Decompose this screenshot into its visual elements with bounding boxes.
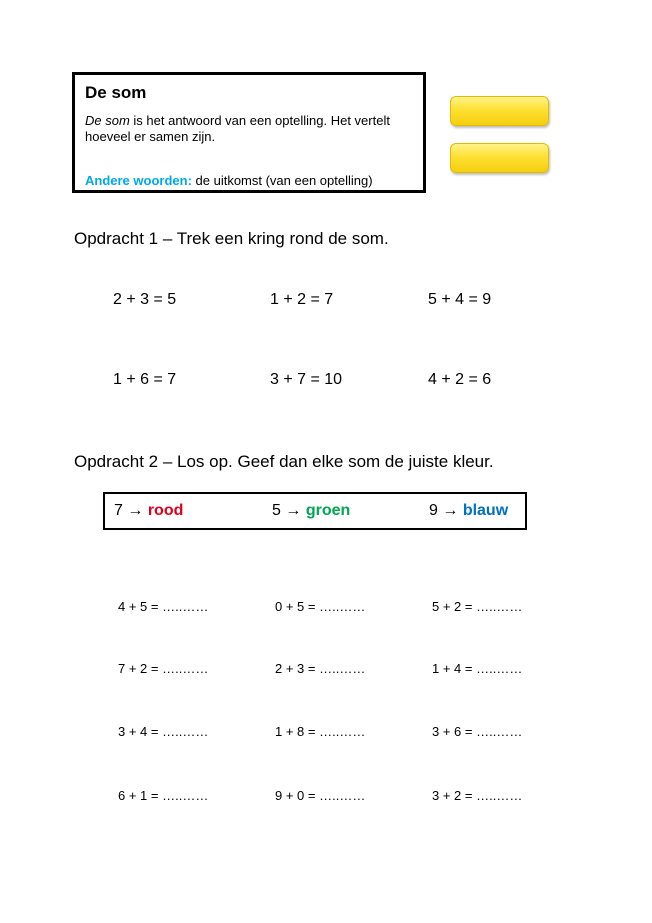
legend-item-blue — [429, 502, 508, 520]
legend-number: 9 — [429, 502, 438, 519]
definition-body: is het antwoord van een optelling. Het vertelt hoeveel er samen zijn. — [85, 113, 390, 144]
definition-term: De som — [85, 113, 130, 128]
task1-heading: Opdracht 1 – Trek een kring rond de som. — [74, 229, 389, 248]
task1-equation[interactable]: 5 + 4 = 9 — [428, 291, 492, 308]
legend-number: 5 — [272, 502, 281, 519]
arrow-icon: → — [285, 502, 302, 519]
task2-exercise[interactable]: 3 + 2 = …..…… — [432, 788, 523, 803]
other-words — [85, 173, 373, 188]
legend-color-word: groen — [305, 502, 351, 519]
task1-equation[interactable]: 1 + 2 = 7 — [270, 291, 334, 308]
definition-title: De som — [85, 83, 147, 102]
task2-exercise[interactable]: 1 + 8 = …..…… — [275, 724, 366, 739]
legend-color-word: rood — [147, 502, 184, 519]
task2-heading: Opdracht 2 – Los op. Geef dan elke som de juiste kleur. — [74, 452, 494, 471]
task2-exercise[interactable]: 9 + 0 = …..…… — [275, 788, 366, 803]
task2-exercise[interactable]: 7 + 2 = …..…… — [118, 661, 209, 676]
task2-exercise[interactable]: 6 + 1 = …..…… — [118, 788, 209, 803]
yellow-bar-bottom — [450, 143, 549, 173]
task1-equation[interactable]: 4 + 2 = 6 — [428, 371, 492, 388]
legend-number: 7 — [114, 502, 123, 519]
task2-exercise[interactable]: 3 + 4 = …..…… — [118, 724, 209, 739]
definition-box — [72, 72, 426, 193]
task2-exercise[interactable]: 0 + 5 = …..…… — [275, 599, 366, 614]
other-words-label: Andere woorden: — [85, 173, 192, 188]
legend-item-red — [114, 502, 183, 520]
color-legend — [103, 492, 527, 530]
task2-exercise[interactable]: 3 + 6 = …..…… — [432, 724, 523, 739]
task1-equation[interactable]: 3 + 7 = 10 — [270, 371, 343, 388]
task2-exercise[interactable]: 1 + 4 = …..…… — [432, 661, 523, 676]
arrow-icon: → — [442, 502, 459, 519]
task2-exercise[interactable]: 4 + 5 = …..…… — [118, 599, 209, 614]
task1-equation[interactable]: 2 + 3 = 5 — [113, 291, 177, 308]
task2-exercise[interactable]: 5 + 2 = …..…… — [432, 599, 523, 614]
other-words-value: de uitkomst (van een optelling) — [191, 173, 373, 188]
legend-item-green — [272, 502, 350, 520]
arrow-icon: → — [127, 502, 144, 519]
definition-text — [85, 113, 413, 145]
yellow-bar-top — [450, 96, 549, 126]
task1-equation[interactable]: 1 + 6 = 7 — [113, 371, 177, 388]
legend-color-word: blauw — [462, 502, 509, 519]
task2-exercise[interactable]: 2 + 3 = …..…… — [275, 661, 366, 676]
